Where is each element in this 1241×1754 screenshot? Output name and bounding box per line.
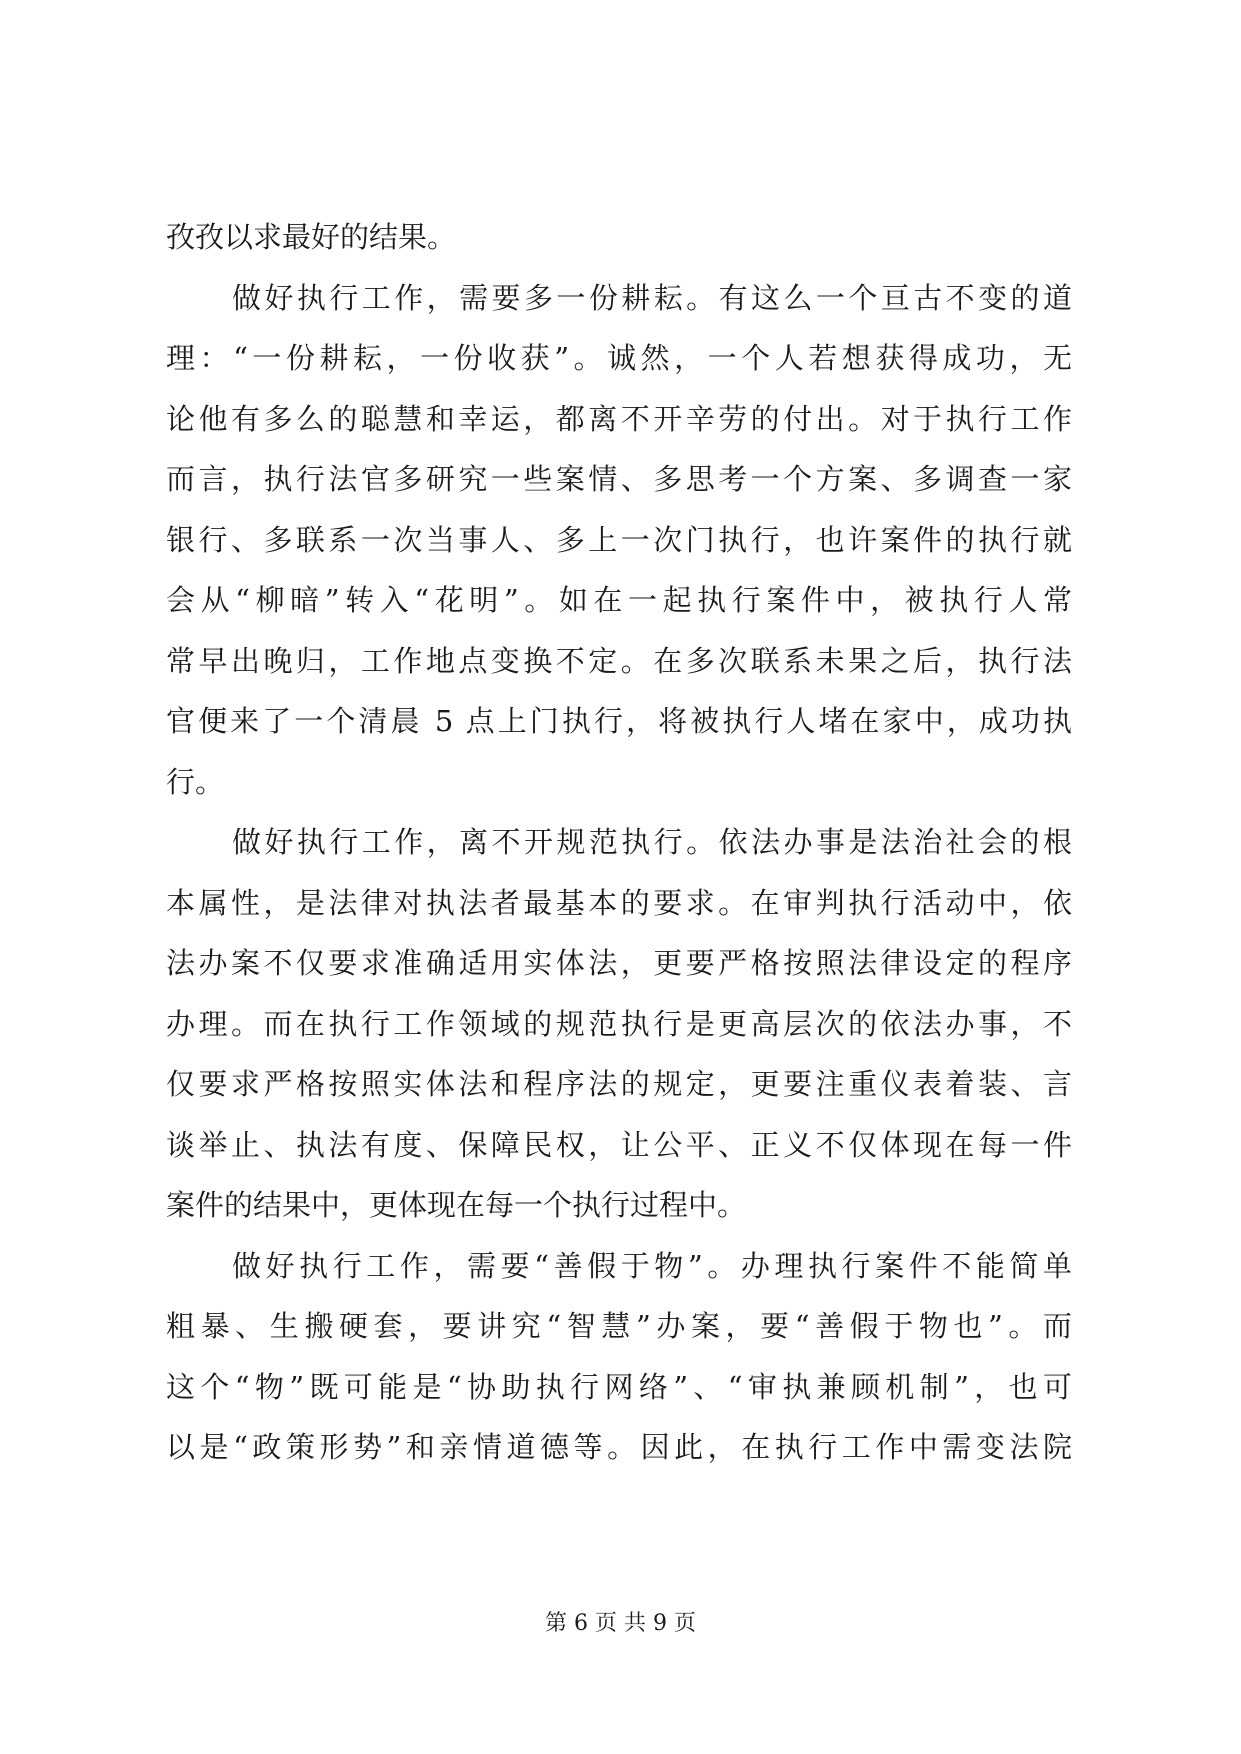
text-line: 银行、多联系一次当事人、多上一次门执行，也许案件的执行就 <box>166 522 1072 557</box>
text-line: 理：“一份耕耘，一份收获”。诚然，一个人若想获得成功，无 <box>166 341 1072 375</box>
text-line: 这个“物”既可能是“协助执行网络”、“审执兼顾机制”，也可 <box>166 1369 1072 1404</box>
text-line: 仅要求严格按照实体法和程序法的规定，更要注重仪表着装、言 <box>166 1067 1072 1101</box>
text-line: 本属性，是法律对执法者最基本的要求。在审判执行活动中，依 <box>166 885 1072 920</box>
text-line: 谈举止、执法有度、保障民权，让公平、正义不仅体现在每一件 <box>166 1127 1072 1162</box>
text-line: 做好执行工作，需要“善假于物”。办理执行案件不能简单 <box>232 1248 1072 1283</box>
text-line: 以是“政策形势”和亲情道德等。因此，在执行工作中需变法院 <box>166 1430 1072 1464</box>
text-line: 会从“柳暗”转入“花明”。如在一起执行案件中，被执行人常 <box>166 583 1072 617</box>
text-line: 论他有多么的聪慧和幸运，都离不开辛劳的付出。对于执行工作 <box>166 401 1072 436</box>
text-line: 孜孜以求最好的结果。 <box>166 220 457 254</box>
text-line: 做好执行工作，离不开规范执行。依法办事是法治社会的根 <box>232 825 1072 859</box>
text-line: 法办案不仅要求准确适用实体法，更要严格按照法律设定的程序 <box>166 946 1072 980</box>
text-line: 行。 <box>166 764 225 799</box>
text-line: 案件的结果中，更体现在每一个执行过程中。 <box>166 1188 747 1222</box>
text-line: 而言，执行法官多研究一些案情、多思考一个方案、多调查一家 <box>166 462 1072 496</box>
text-line: 常早出晚归，工作地点变换不定。在多次联系未果之后，执行法 <box>166 643 1072 678</box>
text-line: 做好执行工作，需要多一份耕耘。有这么一个亘古不变的道 <box>232 280 1072 315</box>
page-footer: 第 6 页 共 9 页 <box>545 1611 696 1636</box>
text-line: 官便来了一个清晨 5 点上门执行，将被执行人堵在家中，成功执 <box>166 704 1072 738</box>
text-line: 粗暴、生搬硬套，要讲究“智慧”办案，要“善假于物也”。而 <box>166 1309 1072 1343</box>
text-line: 办理。而在执行工作领域的规范执行是更高层次的依法办事，不 <box>166 1006 1072 1041</box>
body-text <box>166 207 1072 1478</box>
